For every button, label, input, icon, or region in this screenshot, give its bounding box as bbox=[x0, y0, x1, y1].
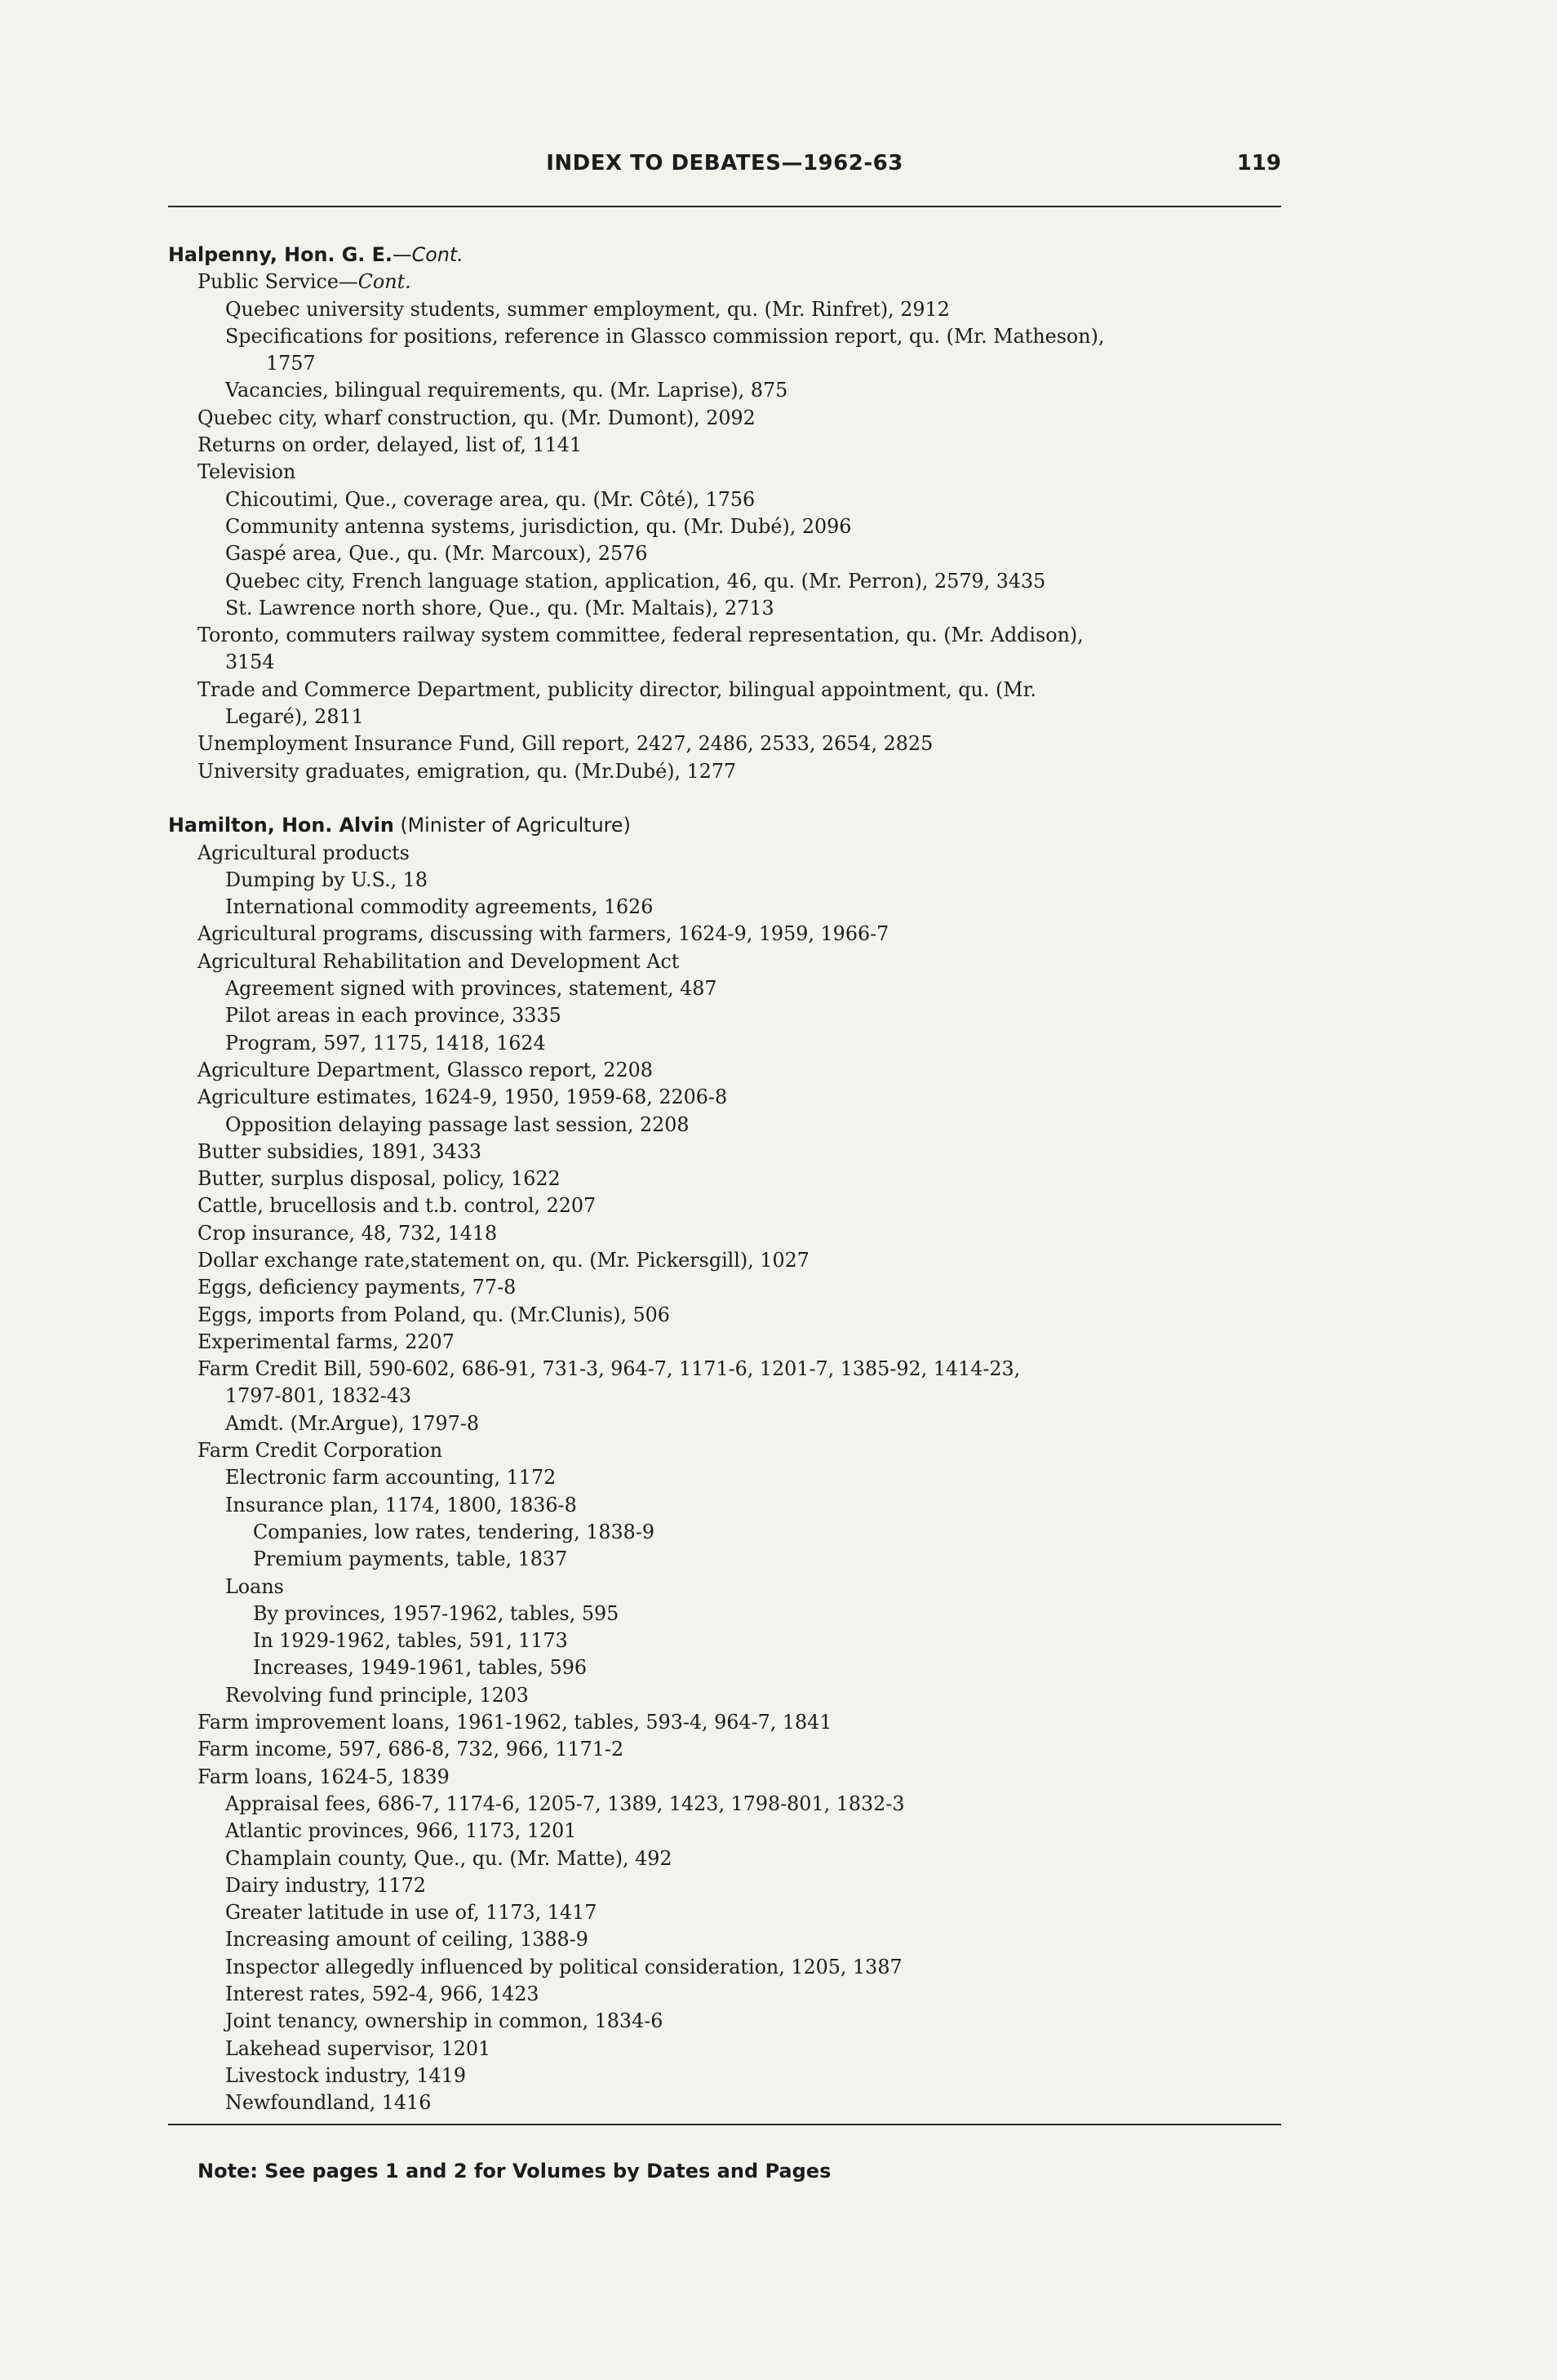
page-title: INDEX TO DEBATES—1962-63 bbox=[546, 151, 903, 175]
index-entry bbox=[168, 1574, 1294, 1601]
index-heading bbox=[168, 242, 1294, 269]
index-entry bbox=[168, 350, 1294, 377]
entry-text: Companies, low rates, tendering, 1838-9 bbox=[253, 1520, 655, 1543]
index-entry bbox=[168, 1057, 1294, 1084]
entry-text: University graduates, emigration, qu. (Mr.Dubé), 1277 bbox=[197, 759, 737, 783]
index-entry bbox=[168, 894, 1294, 921]
entry-text: Increasing amount of ceiling, 1388-9 bbox=[225, 1928, 588, 1952]
entry-text: Lakehead supervisor, 1201 bbox=[225, 2036, 491, 2060]
entry-text: Toronto, commuters railway system committee, federal representation, qu. (Mr. Addison), bbox=[197, 624, 1084, 647]
entry-text: Legaré), 2811 bbox=[225, 705, 364, 729]
index-entry bbox=[168, 704, 1294, 730]
index-entry bbox=[168, 2008, 1294, 2035]
entry-text: Revolving fund principle, 1203 bbox=[225, 1683, 529, 1707]
index-entry bbox=[168, 1872, 1294, 1899]
index-entry bbox=[168, 622, 1294, 649]
entry-text: Agricultural products bbox=[197, 841, 410, 864]
entry-text: Farm loans, 1624-5, 1839 bbox=[197, 1765, 450, 1788]
index-entry bbox=[168, 1492, 1294, 1519]
index-entry bbox=[168, 1546, 1294, 1573]
index-entry bbox=[168, 1329, 1294, 1356]
entry-text: Pilot areas in each province, 3335 bbox=[225, 1004, 561, 1028]
index-entry bbox=[168, 269, 1294, 295]
entry-text: Agricultural Rehabilitation and Development Act bbox=[197, 949, 680, 973]
page-header bbox=[168, 151, 1281, 192]
entry-text: Newfoundland, 1416 bbox=[225, 2091, 432, 2115]
entry-text: Quebec university students, summer employment, qu. (Mr. Rinfret), 2912 bbox=[225, 297, 950, 321]
entry-text: Experimental farms, 2207 bbox=[197, 1330, 455, 1353]
entry-text: Electronic farm accounting, 1172 bbox=[225, 1466, 557, 1490]
entry-text: Atlantic provinces, 966, 1173, 1201 bbox=[225, 1819, 577, 1843]
entry-text: Crop insurance, 48, 732, 1418 bbox=[197, 1221, 498, 1245]
index-entry bbox=[168, 1112, 1294, 1139]
entry-text: Farm Credit Bill, 590-602, 686-91, 731-3, 964-7, 1171-6, 1201-7, 1385-92, 1414-23, bbox=[197, 1357, 1021, 1381]
entry-text: Opposition delaying passage last session, 2208 bbox=[225, 1112, 690, 1136]
entry-text: Dairy industry, 1172 bbox=[225, 1873, 426, 1897]
index-entry bbox=[168, 1464, 1294, 1491]
entry-text: Returns on order, delayed, list of, 1141 bbox=[197, 433, 583, 457]
index-entry bbox=[168, 1926, 1294, 1953]
index-entry bbox=[168, 975, 1294, 1002]
index-entry bbox=[168, 1002, 1294, 1029]
entry-text: Agreement signed with provinces, statement, 487 bbox=[225, 977, 717, 1001]
entry-text: Appraisal fees, 686-7, 1174-6, 1205-7, 1389, 1423, 1798-801, 1832-3 bbox=[225, 1792, 905, 1815]
entry-text: Champlain county, Que., qu. (Mr. Matte), 492 bbox=[225, 1846, 672, 1870]
index-entry bbox=[168, 1383, 1294, 1410]
index-entry bbox=[168, 1302, 1294, 1329]
index-entry bbox=[168, 1981, 1294, 2008]
index-entry bbox=[168, 1192, 1294, 1219]
index-entry bbox=[168, 540, 1294, 567]
entry-italic: Cont. bbox=[357, 270, 411, 294]
index-entry bbox=[168, 1356, 1294, 1383]
entry-text: 1797-801, 1832-43 bbox=[225, 1384, 412, 1408]
index-entry bbox=[168, 2063, 1294, 2089]
heading-name: Halpenny, Hon. G. E. bbox=[168, 243, 393, 266]
index-entry bbox=[168, 649, 1294, 676]
index-entry bbox=[168, 921, 1294, 948]
entry-text: Livestock industry, 1419 bbox=[225, 2063, 466, 2087]
entry-text: Unemployment Insurance Fund, Gill report, 2427, 2486, 2533, 2654, 2825 bbox=[197, 732, 934, 756]
entry-text: Program, 597, 1175, 1418, 1624 bbox=[225, 1031, 546, 1055]
heading-suffix: (Minister of Agriculture) bbox=[393, 814, 631, 837]
entry-text: Vacancies, bilingual requirements, qu. (Mr. Laprise), 875 bbox=[225, 379, 788, 402]
entry-text: International commodity agreements, 1626 bbox=[225, 895, 654, 919]
entry-text: Dumping by U.S., 18 bbox=[225, 868, 428, 891]
index-entry bbox=[168, 432, 1294, 459]
entry-text: Loans bbox=[225, 1574, 284, 1598]
index-entry bbox=[168, 730, 1294, 757]
entry-text: Butter, surplus disposal, policy, 1622 bbox=[197, 1167, 561, 1191]
index-entry bbox=[168, 1954, 1294, 1981]
index-entry bbox=[168, 1709, 1294, 1736]
index-entry bbox=[168, 758, 1294, 785]
entry-text: Gaspé area, Que., qu. (Mr. Marcoux), 2576 bbox=[225, 542, 648, 566]
entry-text: Agricultural programs, discussing with farmers, 1624-9, 1959, 1966-7 bbox=[197, 922, 889, 946]
heading-suffix: —Cont. bbox=[392, 243, 464, 266]
index-entry bbox=[168, 1627, 1294, 1654]
entry-text: Chicoutimi, Que., coverage area, qu. (Mr. Côté), 1756 bbox=[225, 487, 756, 511]
index-entry bbox=[168, 1437, 1294, 1464]
entry-text: Public Service— bbox=[197, 270, 358, 294]
footer-note: Note: See pages 1 and 2 for Volumes by Dates and Pages bbox=[197, 2160, 832, 2182]
entry-text: Joint tenancy, ownership in common, 1834-6 bbox=[225, 2009, 663, 2033]
index-entry bbox=[168, 323, 1294, 350]
index-entry bbox=[168, 1166, 1294, 1192]
entry-text: Interest rates, 592-4, 966, 1423 bbox=[225, 1983, 539, 2005]
entry-text: Trade and Commerce Department, publicity director, bilingual appointment, qu. (Mr. bbox=[197, 677, 1036, 701]
index-entry bbox=[168, 1139, 1294, 1166]
header-rule bbox=[168, 206, 1281, 207]
entry-text: Community antenna systems, jurisdiction, qu. (Mr. Dubé), 2096 bbox=[225, 514, 852, 538]
index-entry bbox=[168, 296, 1294, 323]
index-entry bbox=[168, 377, 1294, 404]
entry-text: Eggs, deficiency payments, 77-8 bbox=[197, 1276, 517, 1299]
index-entry bbox=[168, 948, 1294, 975]
entry-text: Specifications for positions, reference in Glassco commission report, qu. (Mr. Matheson), bbox=[225, 324, 1105, 348]
footer-rule bbox=[168, 2124, 1281, 2125]
index-entry bbox=[168, 1682, 1294, 1709]
index-content bbox=[168, 242, 1294, 2116]
entry-text: Butter subsidies, 1891, 3433 bbox=[197, 1139, 482, 1163]
heading-name: Hamilton, Hon. Alvin bbox=[168, 814, 394, 837]
index-entry bbox=[168, 1845, 1294, 1872]
entry-text: Farm Credit Corporation bbox=[197, 1439, 443, 1463]
index-entry bbox=[168, 595, 1294, 622]
entry-gap bbox=[168, 785, 1294, 812]
index-entry bbox=[168, 1818, 1294, 1845]
entry-text: Agriculture Department, Glassco report, 2208 bbox=[197, 1058, 653, 1081]
index-entry bbox=[168, 1654, 1294, 1681]
entry-text: Television bbox=[197, 460, 296, 484]
entry-text: Insurance plan, 1174, 1800, 1836-8 bbox=[225, 1493, 577, 1516]
index-entry bbox=[168, 459, 1294, 486]
index-entry bbox=[168, 1899, 1294, 1926]
index-entry bbox=[168, 568, 1294, 595]
index-heading bbox=[168, 812, 1294, 839]
index-entry bbox=[168, 1220, 1294, 1247]
entry-text: In 1929-1962, tables, 591, 1173 bbox=[253, 1629, 568, 1653]
index-entry bbox=[168, 513, 1294, 540]
entry-text: 1757 bbox=[266, 352, 316, 375]
entry-text: Greater latitude in use of, 1173, 1417 bbox=[225, 1901, 597, 1925]
entry-text: By provinces, 1957-1962, tables, 595 bbox=[253, 1601, 619, 1625]
page-number: 119 bbox=[1236, 151, 1281, 175]
index-entry bbox=[168, 1030, 1294, 1057]
index-entry bbox=[168, 1791, 1294, 1818]
entry-text: Farm improvement loans, 1961-1962, tables, 593-4, 964-7, 1841 bbox=[197, 1711, 832, 1734]
index-entry bbox=[168, 1274, 1294, 1301]
index-entry bbox=[168, 1736, 1294, 1763]
index-entry bbox=[168, 867, 1294, 894]
index-entry bbox=[168, 486, 1294, 513]
index-entry bbox=[168, 1601, 1294, 1627]
entry-text: Increases, 1949-1961, tables, 596 bbox=[253, 1656, 588, 1680]
entry-text: Eggs, imports from Poland, qu. (Mr.Clunis), 506 bbox=[197, 1303, 670, 1326]
entry-text: Farm income, 597, 686-8, 732, 966, 1171-2 bbox=[197, 1738, 624, 1761]
entry-text: Agriculture estimates, 1624-9, 1950, 1959-68, 2206-8 bbox=[197, 1086, 728, 1109]
index-entry bbox=[168, 840, 1294, 867]
entry-text: Dollar exchange rate,statement on, qu. (Mr. Pickersgill), 1027 bbox=[197, 1248, 810, 1272]
index-entry bbox=[168, 677, 1294, 704]
entry-text: St. Lawrence north shore, Que., qu. (Mr. Maltais), 2713 bbox=[225, 596, 774, 619]
index-entry bbox=[168, 2089, 1294, 2116]
entry-text: Inspector allegedly influenced by political consideration, 1205, 1387 bbox=[225, 1955, 903, 1978]
entry-text: Premium payments, table, 1837 bbox=[253, 1547, 568, 1571]
index-entry bbox=[168, 1247, 1294, 1274]
index-entry bbox=[168, 2036, 1294, 2063]
entry-text: Quebec city, French language station, application, 46, qu. (Mr. Perron), 2579, 3435 bbox=[225, 569, 1046, 593]
index-entry bbox=[168, 1084, 1294, 1111]
entry-text: 3154 bbox=[225, 651, 275, 674]
index-entry bbox=[168, 405, 1294, 432]
entry-text: Amdt. (Mr.Argue), 1797-8 bbox=[225, 1411, 480, 1435]
index-entry bbox=[168, 1519, 1294, 1546]
entry-text: Cattle, brucellosis and t.b. control, 2207 bbox=[197, 1194, 597, 1218]
index-entry bbox=[168, 1410, 1294, 1437]
index-entry bbox=[168, 1764, 1294, 1791]
entry-text: Quebec city, wharf construction, qu. (Mr. Dumont), 2092 bbox=[197, 406, 756, 429]
